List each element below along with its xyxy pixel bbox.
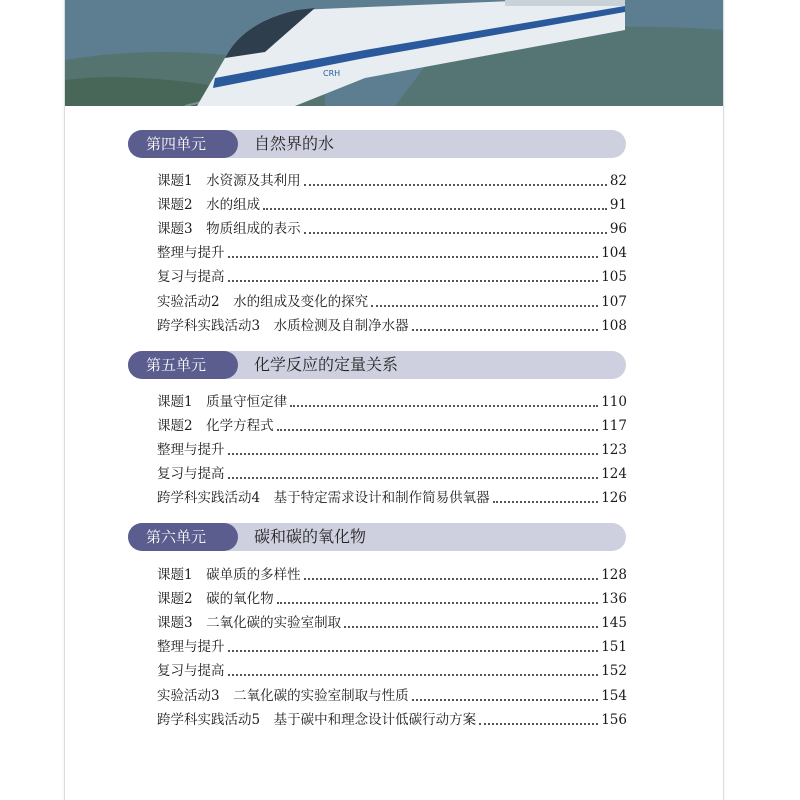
dot-leader (412, 329, 599, 331)
toc-entry-page-number: 107 (601, 293, 627, 310)
toc-entry-label: 实验活动3 二氧化碳的实验室制取与性质 (157, 687, 409, 704)
unit-number: 第四单元 (128, 130, 224, 158)
dot-leader (304, 184, 607, 186)
unit-number: 第五单元 (128, 351, 224, 379)
dot-leader (228, 674, 599, 676)
toc-entry[interactable] (157, 415, 627, 437)
toc-entry[interactable] (157, 685, 627, 707)
unit-header (128, 523, 626, 551)
toc-entry-label: 课题3 物质组成的表示 (157, 221, 301, 238)
train-illustration (65, 0, 723, 106)
toc-entry-label: 课题1 碳单质的多样性 (157, 567, 301, 583)
toc-entry[interactable] (157, 439, 627, 461)
toc-entry-page-number: 124 (601, 466, 627, 483)
dot-leader (228, 256, 599, 258)
toc-entry[interactable] (157, 612, 627, 634)
toc-entry-label: 课题2 碳的氧化物 (157, 591, 274, 608)
dot-leader (263, 208, 607, 210)
toc-entry-page-number: 156 (601, 711, 627, 728)
dot-leader (228, 280, 599, 282)
unit-header (128, 130, 626, 158)
dot-leader (228, 453, 599, 455)
dot-leader (277, 429, 599, 431)
unit-header (128, 351, 626, 379)
dot-leader (277, 602, 599, 604)
toc-entry-label: 整理与提升 (157, 245, 225, 262)
toc-entry-page-number: 151 (601, 639, 627, 656)
toc-entry[interactable] (157, 709, 627, 731)
toc-entry-label: 课题2 水的组成 (157, 197, 261, 214)
dot-leader (304, 232, 607, 234)
toc-entry-page-number: 123 (601, 442, 627, 459)
unit-title: 碳和碳的氧化物 (254, 527, 367, 546)
toc-entry[interactable] (157, 218, 627, 240)
toc-entry[interactable] (157, 588, 627, 610)
toc-entry[interactable] (157, 291, 627, 313)
dot-leader (344, 626, 598, 628)
toc-entry[interactable] (157, 636, 627, 658)
toc-entry[interactable] (157, 170, 627, 192)
page (64, 0, 724, 800)
toc-entry-label: 整理与提升 (157, 639, 225, 656)
toc-entry-page-number: 108 (601, 317, 627, 334)
toc-entry-label: 跨学科实践活动5 基于碳中和理念设计低碳行动方案 (157, 711, 477, 728)
toc-entry-page-number: 117 (601, 418, 627, 435)
toc-entry-label: 跨学科实践活动4 基于特定需求设计和制作简易供氧器 (157, 490, 490, 507)
toc-entry-label: 整理与提升 (157, 442, 225, 459)
toc-entry[interactable] (157, 487, 627, 509)
toc-entry[interactable] (157, 463, 627, 485)
toc-entry-label: 复习与提高 (157, 466, 225, 483)
toc-entry-page-number: 145 (601, 615, 627, 632)
dot-leader (228, 650, 599, 652)
toc-entry-label: 实验活动2 水的组成及变化的探究 (157, 293, 369, 310)
toc-entry-label: 课题3 二氧化碳的实验室制取 (157, 615, 342, 632)
toc-entry-page-number: 154 (601, 687, 627, 704)
toc-entry-page-number: 91 (609, 197, 627, 214)
dot-leader (479, 723, 598, 725)
dot-leader (493, 501, 599, 503)
toc-entry[interactable] (157, 194, 627, 216)
toc-entry-label: 课题1 水资源及其利用 (157, 173, 301, 189)
toc-entry-label: 复习与提高 (157, 269, 225, 286)
dot-leader (304, 578, 599, 580)
toc-entry-label: 复习与提高 (157, 663, 225, 680)
unit-title: 自然界的水 (254, 134, 335, 153)
toc-entry-page-number: 105 (601, 269, 627, 286)
unit-title: 化学反应的定量关系 (254, 355, 399, 374)
toc-entry-page-number: 126 (601, 490, 627, 507)
toc-entry[interactable] (157, 315, 627, 337)
dot-leader (371, 305, 598, 307)
toc-entry-page-number: 110 (601, 394, 627, 410)
toc-entry-page-number: 82 (609, 173, 627, 189)
toc-entry[interactable] (157, 242, 627, 264)
toc-entry-page-number: 128 (601, 567, 627, 583)
toc-entry-page-number: 104 (601, 245, 627, 262)
dot-leader (228, 477, 599, 479)
toc-entry-page-number: 152 (601, 663, 627, 680)
toc-entry[interactable] (157, 660, 627, 682)
dot-leader (412, 699, 599, 701)
toc-entry-page-number: 136 (601, 591, 627, 608)
toc-entry-page-number: 96 (609, 221, 627, 238)
toc-entry-label: 课题1 质量守恒定律 (157, 394, 288, 410)
toc-entry[interactable] (157, 391, 627, 413)
unit-number: 第六单元 (128, 523, 224, 551)
toc-entry-label: 跨学科实践活动3 水质检测及自制净水器 (157, 317, 409, 334)
toc-entry-label: 课题2 化学方程式 (157, 418, 274, 435)
train-banner-image (65, 0, 723, 106)
dot-leader (290, 405, 598, 407)
crh-logo: CRH (323, 69, 341, 78)
toc-entry[interactable] (157, 266, 627, 288)
toc-entry[interactable] (157, 564, 627, 586)
